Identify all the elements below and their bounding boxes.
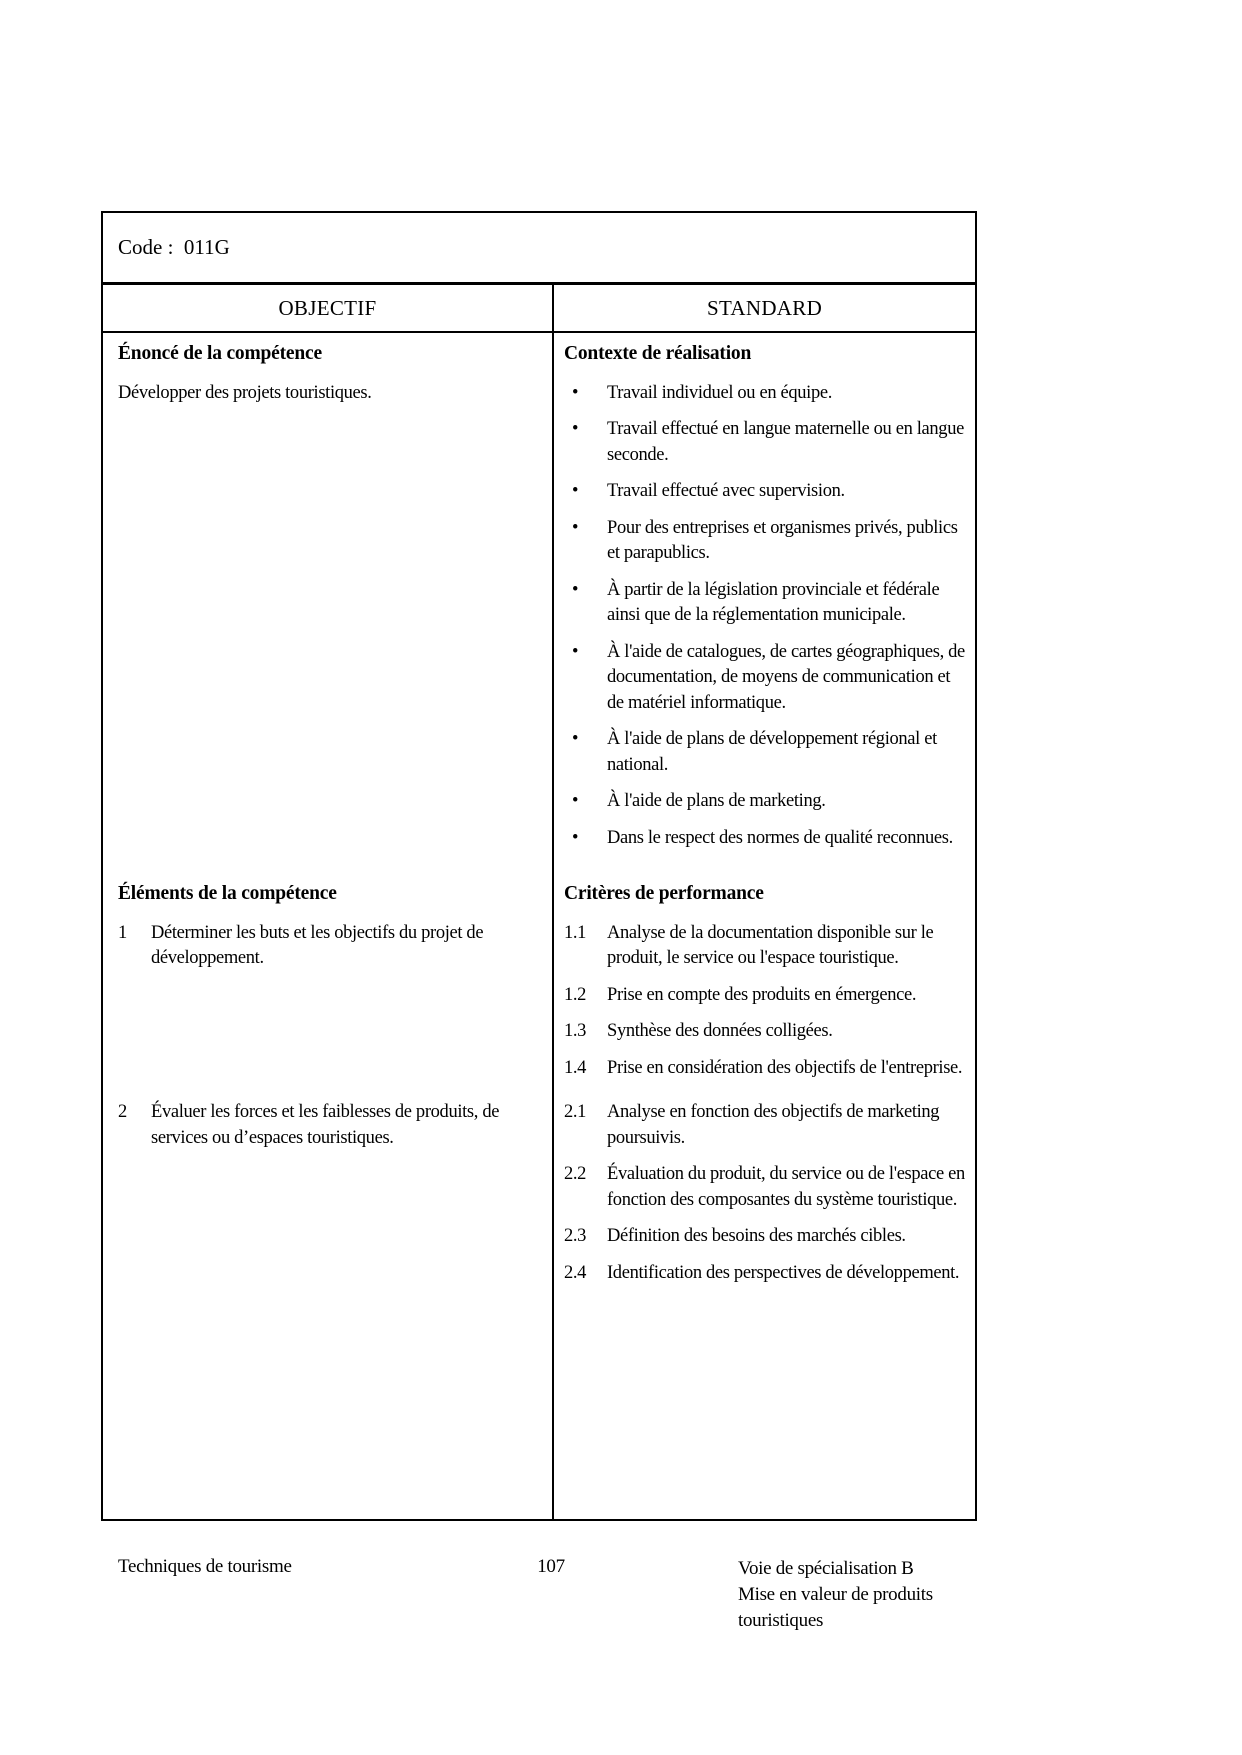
elements-cell-1 xyxy=(103,873,554,1092)
critere-item xyxy=(564,1261,969,1287)
critere-item xyxy=(564,1162,969,1213)
contexte-item-text: Travail individuel ou en équipe. xyxy=(607,382,832,403)
criteres-list-1 xyxy=(564,921,969,1082)
contexte-item-text: À l'aide de catalogues, de cartes géographiques, de documentation, de moyens de communication et de matériel informatique. xyxy=(607,641,965,713)
elements-cell-2 xyxy=(103,1092,554,1297)
elements-list-1 xyxy=(118,921,540,972)
contexte-cell xyxy=(554,333,975,873)
footer-program: Techniques de tourisme xyxy=(118,1556,292,1577)
bullet-icon: • xyxy=(572,641,579,662)
critere-item xyxy=(564,1019,969,1045)
contexte-item-text: À partir de la législation provinciale et fédérale ainsi que de la réglementation municipale. xyxy=(607,579,940,625)
element-item xyxy=(118,1100,540,1151)
element-text: Déterminer les buts et les objectifs du projet de développement. xyxy=(151,922,484,968)
page-number: 107 xyxy=(537,1556,565,1577)
critere-text: Prise en compte des produits en émergence. xyxy=(607,984,917,1005)
contexte-item xyxy=(564,417,969,468)
contexte-item xyxy=(564,578,969,629)
critere-number: 2.2 xyxy=(564,1164,587,1184)
critere-text: Définition des besoins des marchés cibles. xyxy=(607,1226,906,1246)
column-header-row xyxy=(103,285,975,333)
objectif-column-header: OBJECTIF xyxy=(103,285,554,331)
criteres-list-2 xyxy=(564,1100,969,1286)
critere-number: 1.1 xyxy=(564,922,587,943)
contexte-item-text: Pour des entreprises et organismes privés, publics et parapublics. xyxy=(607,517,958,563)
contexte-list xyxy=(564,381,969,852)
critere-number: 1.4 xyxy=(564,1057,587,1078)
critere-number: 1.3 xyxy=(564,1021,587,1041)
element-item xyxy=(118,921,540,972)
critere-text: Prise en considération des objectifs de l'entreprise. xyxy=(607,1057,963,1078)
critere-text: Analyse en fonction des objectifs de marketing poursuivis. xyxy=(607,1102,940,1148)
code-label: Code : 011G xyxy=(118,235,230,259)
critere-number: 2.3 xyxy=(564,1226,587,1246)
critere-text: Synthèse des données colligées. xyxy=(607,1021,833,1041)
enonce-text: Développer des projets touristiques. xyxy=(118,382,372,403)
bullet-icon: • xyxy=(572,729,579,749)
contexte-item xyxy=(564,789,969,815)
competency-table xyxy=(101,211,977,1521)
bullet-icon: • xyxy=(572,382,579,403)
bullet-icon: • xyxy=(572,791,579,811)
element-number: 2 xyxy=(118,1102,127,1122)
contexte-item-text: Travail effectué en langue maternelle ou en langue seconde. xyxy=(607,419,964,465)
contexte-item xyxy=(564,727,969,778)
critere-text: Évaluation du produit, du service ou de l'espace en fonction des composantes du système touristique. xyxy=(607,1164,965,1210)
standard-column-header: STANDARD xyxy=(706,295,823,320)
elements-list-2 xyxy=(118,1100,540,1151)
contexte-item-text: À l'aide de plans de développement régional et national. xyxy=(607,729,937,775)
criteres-cell-2 xyxy=(554,1092,975,1297)
critere-number: 2.4 xyxy=(564,1262,587,1283)
bullet-icon: • xyxy=(572,481,579,501)
critere-number: 1.2 xyxy=(564,984,587,1005)
elements-heading: Éléments de la compétence xyxy=(118,883,337,904)
footer-specialization-line2: Mise en valeur de produits touristiques xyxy=(738,1584,933,1631)
contexte-item xyxy=(564,479,969,505)
filler-cell-left xyxy=(103,1297,554,1519)
critere-item xyxy=(564,1100,969,1151)
contexte-item xyxy=(564,826,969,852)
critere-item xyxy=(564,983,969,1009)
contexte-heading: Contexte de réalisation xyxy=(564,343,752,364)
critere-item xyxy=(564,921,969,972)
criteres-heading: Critères de performance xyxy=(564,883,764,904)
bullet-icon: • xyxy=(572,419,579,439)
critere-item xyxy=(564,1224,969,1250)
filler-cell-right xyxy=(554,1297,975,1519)
code-row xyxy=(103,213,975,285)
element-number: 1 xyxy=(118,922,127,943)
criteres-cell-1 xyxy=(554,873,975,1092)
footer-specialization-line1: Voie de spécialisation B xyxy=(738,1558,914,1579)
bullet-icon: • xyxy=(572,517,579,538)
critere-item xyxy=(564,1056,969,1082)
table-body xyxy=(103,333,975,1519)
contexte-item xyxy=(564,516,969,567)
element-text: Évaluer les forces et les faiblesses de produits, de services ou d’espaces touristiques. xyxy=(151,1102,500,1148)
contexte-item-text: À l'aide de plans de marketing. xyxy=(607,791,826,811)
bullet-icon: • xyxy=(572,579,579,600)
enonce-cell xyxy=(103,333,554,873)
contexte-item-text: Dans le respect des normes de qualité reconnues. xyxy=(607,827,953,848)
bullet-icon: • xyxy=(572,827,579,848)
critere-text: Identification des perspectives de développement. xyxy=(607,1262,960,1283)
contexte-item xyxy=(564,381,969,407)
contexte-item xyxy=(564,640,969,717)
critere-text: Analyse de la documentation disponible sur le produit, le service ou l'espace touristique. xyxy=(607,922,934,968)
footer-specialization xyxy=(738,1556,977,1634)
enonce-heading: Énoncé de la compétence xyxy=(118,343,322,364)
contexte-item-text: Travail effectué avec supervision. xyxy=(607,481,845,501)
critere-number: 2.1 xyxy=(564,1102,587,1122)
